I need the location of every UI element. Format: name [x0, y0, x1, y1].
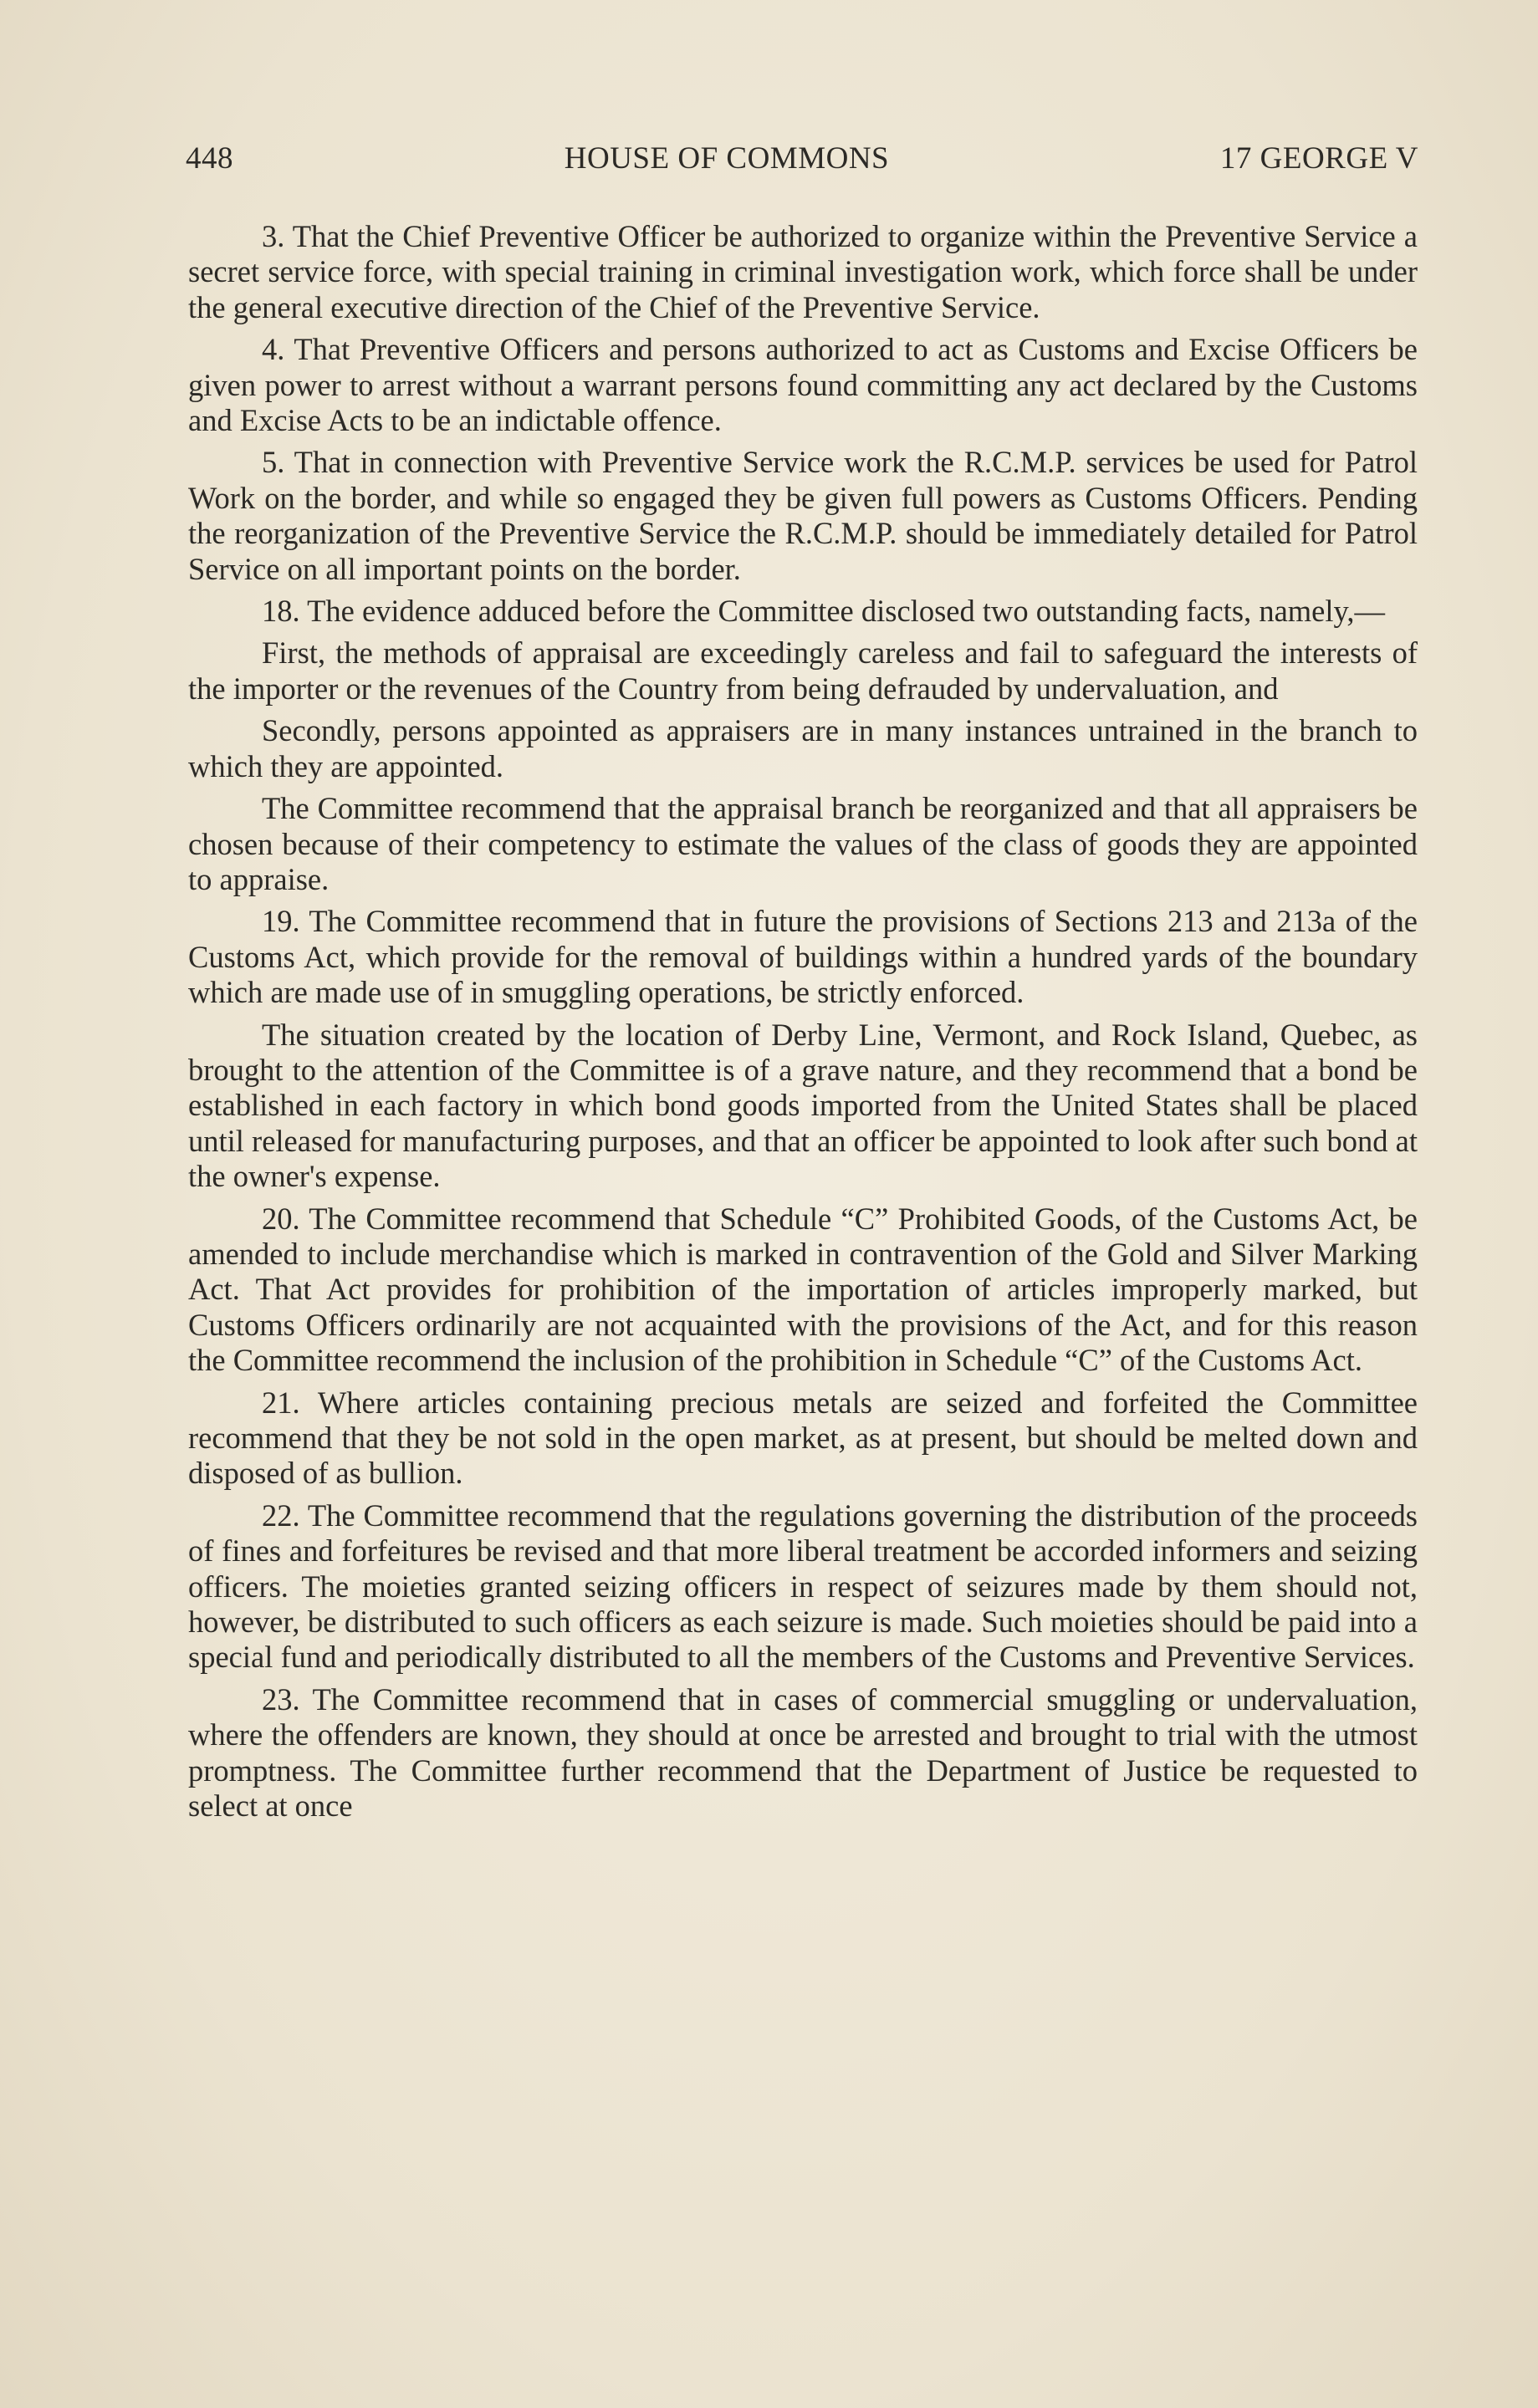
paragraph: The situation created by the location of Derby Line, Vermont, and Rock Island, Quebec, as brought to the attention of the Committee is of a grave nature, and they recommend that a bond be established in each factory in which bond goods imported from the United States shall be placed until released for manufacturing purposes, and that an officer be appointed to look after such bond at the owner's expense. — [188, 1017, 1418, 1194]
paragraph: 19. The Committee recommend that in future the provisions of Sections 213 and 213a of the Customs Act, which provide for the removal of buildings within a hundred yards of the boundary which are made use of in smuggling operations, be strictly enforced. — [188, 904, 1418, 1010]
paragraph: First, the methods of appraisal are exceedingly careless and fail to safeguard the interests of the importer or the revenues of the Country from being defrauded by undervaluation, and — [188, 635, 1418, 706]
paragraph: 21. Where articles containing precious metals are seized and forfeited the Committee recommend that they be not sold in the open market, as at present, but should be melted down and disposed of as bullion. — [188, 1385, 1418, 1491]
body-text — [188, 219, 1418, 1830]
paragraph: The Committee recommend that the appraisal branch be reorganized and that all appraisers be chosen because of their competency to estimate the values of the class of goods they are appointed to appraise. — [188, 791, 1418, 896]
paragraph: 4. That Preventive Officers and persons authorized to act as Customs and Excise Officers be given power to arrest without a warrant persons found committing any act declared by the Customs and Excise Acts to be an indictable offence. — [188, 332, 1418, 438]
paragraph: 5. That in connection with Preventive Service work the R.C.M.P. services be used for Patrol Work on the border, and while so engaged they be given full powers as Customs Officers. Pending the reorganization of the Preventive Service the R.C.M.P. should be immediately detailed for Patrol Service on all important points on the border. — [188, 445, 1418, 586]
session-label: 17 GEORGE V — [1219, 141, 1418, 176]
paragraph: 18. The evidence adduced before the Committee disclosed two outstanding facts, namely,— — [262, 594, 1386, 629]
page-header — [186, 140, 1418, 176]
paragraph: 22. The Committee recommend that the regulations governing the distribution of the proceeds of fines and forfeitures be revised and that more liberal treatment be accorded informers and seizing officers. The moieties granted seizing officers in respect of seizures made by them should not, however, be distributed to such officers as each seizure is made. Such moieties should be paid into a special fund and periodically distributed to all the members of the Customs and Preventive Services. — [188, 1497, 1418, 1675]
page-number: 448 — [186, 141, 233, 176]
paragraph: 20. The Committee recommend that Schedule “C” Prohibited Goods, of the Customs Act, be amended to include merchandise which is marked in contravention of the Gold and Silver Marking Act. That Act provides for prohibition of the importation of articles improperly marked, but Customs Officers ordinarily are not acquainted with the provisions of the Act, and for this reason the Committee recommend the inclusion of the prohibition in Schedule “C” of the Customs Act. — [188, 1201, 1418, 1378]
running-title: HOUSE OF COMMONS — [564, 141, 890, 176]
paragraph: 3. That the Chief Preventive Officer be authorized to organize within the Preventive Service a secret service force, with special training in criminal investigation work, which force shall be under the general executive direction of the Chief of the Preventive Service. — [188, 219, 1418, 324]
paragraph: Secondly, persons appointed as appraisers are in many instances untrained in the branch to which they are appointed. — [188, 713, 1418, 783]
paragraph: 23. The Committee recommend that in cases of commercial smuggling or undervaluation, where the offenders are known, they should at once be arrested and brought to trial with the utmost promptness. The Committee further recommend that the Department of Justice be requested to select at once — [188, 1681, 1418, 1824]
